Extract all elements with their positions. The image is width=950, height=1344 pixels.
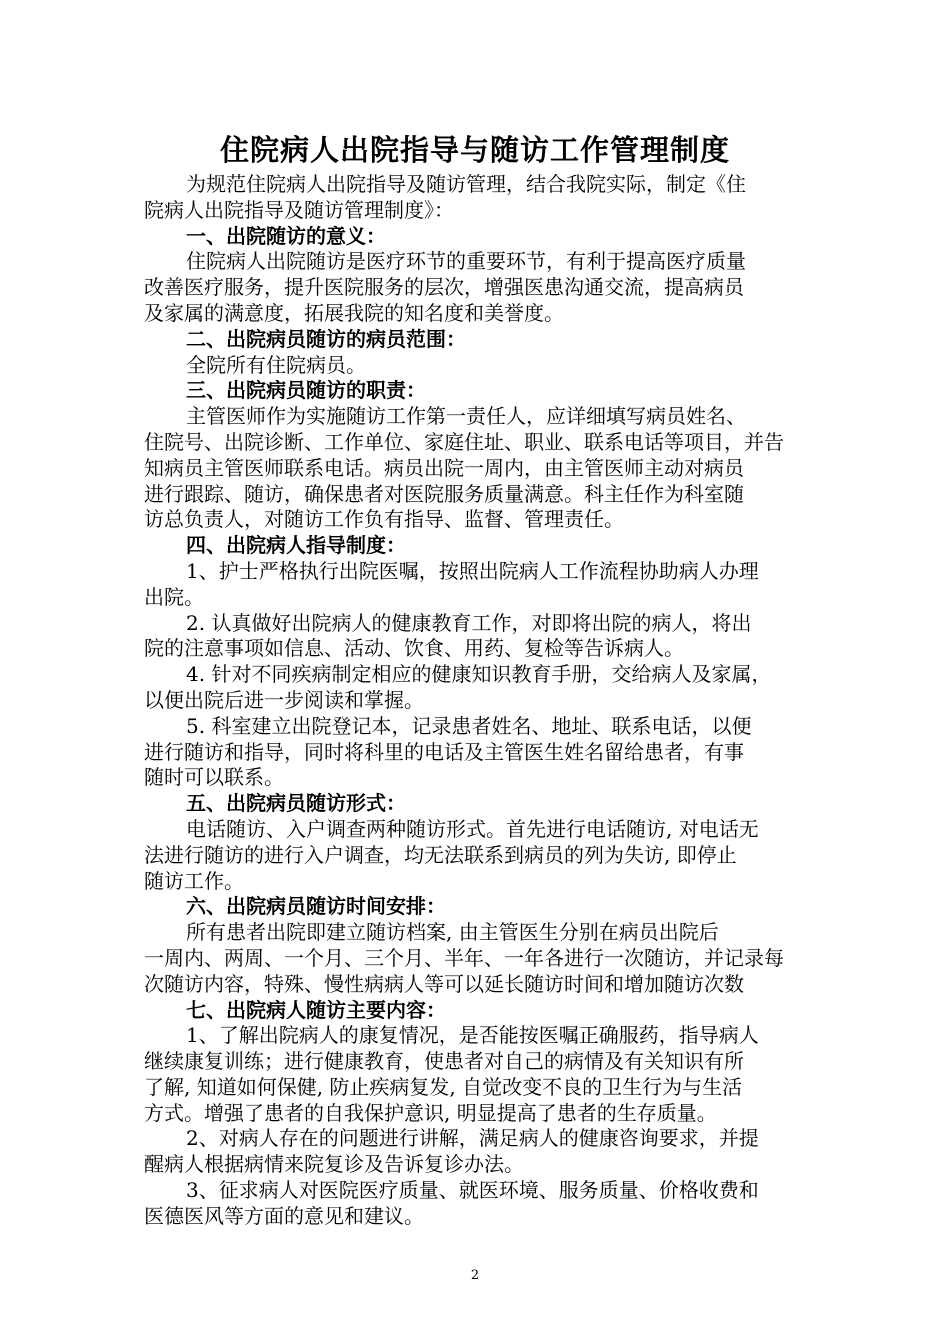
paragraph-line: 一周内、两周、一个月、三个月、半年、一年各进行一次随访，并记录每: [144, 945, 784, 970]
paragraph-line: 醒病人根据病情来院复诊及告诉复诊办法。: [144, 1152, 524, 1177]
paragraph-line: 了解, 知道如何保健, 防止疾病复发, 自觉改变不良的卫生行为与生活: [144, 1074, 743, 1099]
paragraph-line: 2. 认真做好出院病人的健康教育工作，对即将出院的病人，将出: [186, 610, 752, 635]
paragraph-line: 知病员主管医师联系电话。病员出院一周内，由主管医师主动对病员: [144, 455, 744, 480]
paragraph-line: 及家属的满意度，拓展我院的知名度和美誉度。: [144, 300, 564, 325]
paragraph-line: 次随访内容，特殊、慢性病病人等可以延长随访时间和增加随访次数: [144, 971, 744, 996]
paragraph-line: 改善医疗服务，提升医院服务的层次，增强医患沟通交流，提高病员: [144, 275, 744, 300]
paragraph-line: 随访工作。: [144, 868, 244, 893]
paragraph-line: 院病人出院指导及随访管理制度》：: [144, 197, 454, 222]
paragraph-line: 1、护士严格执行出院医嘱，按照出院病人工作流程协助病人办理: [186, 558, 759, 583]
paragraph-line: 1、了解出院病人的康复情况，是否能按医嘱正确服药，指导病人: [186, 1023, 759, 1048]
paragraph-line: 方式。增强了患者的自我保护意识, 明显提高了患者的生存质量。: [144, 1100, 717, 1125]
page-number: 2: [470, 1268, 480, 1283]
paragraph-line: 出院。: [144, 584, 204, 609]
paragraph-line: 2、对病人存在的问题进行讲解，满足病人的健康咨询要求，并提: [186, 1126, 759, 1151]
section-heading: 二、出院病员随访的病员范围：: [186, 326, 466, 351]
paragraph-line: 随时可以联系。: [144, 765, 284, 790]
paragraph-line: 以便出院后进一步阅读和掌握。: [144, 687, 424, 712]
paragraph-line: 医德医风等方面的意见和建议。: [144, 1203, 424, 1228]
paragraph-line: 5. 科室建立出院登记本，记录患者姓名、地址、联系电话，以便: [186, 713, 752, 738]
paragraph-line: 4. 针对不同疾病制定相应的健康知识教育手册，交给病人及家属，: [186, 662, 772, 687]
paragraph-line: 所有患者出院即建立随访档案, 由主管医生分别在病员出院后: [186, 920, 719, 945]
section-heading: 三、出院病员随访的职责：: [186, 378, 426, 403]
paragraph-line: 住院号、出院诊断、工作单位、家庭住址、职业、联系电话等项目，并告: [144, 429, 784, 454]
document-title: 住院病人出院指导与随访工作管理制度: [219, 133, 730, 167]
paragraph-line: 为规范住院病人出院指导及随访管理，结合我院实际，制定《住: [186, 172, 746, 196]
section-heading: 七、出院病人随访主要内容：: [186, 997, 446, 1022]
section-heading: 四、出院病人指导制度：: [186, 533, 406, 558]
paragraph-line: 3、征求病人对医院医疗质量、就医环境、服务质量、价格收费和: [186, 1178, 759, 1203]
paragraph-line: 法进行随访的进行入户调查，均无法联系到病员的列为失访, 即停止: [144, 842, 737, 867]
section-heading: 一、出院随访的意义：: [186, 223, 386, 248]
paragraph-line: 主管医师作为实施随访工作第一责任人，应详细填写病员姓名、: [186, 404, 746, 429]
paragraph-line: 全院所有住院病员。: [186, 352, 366, 377]
section-heading: 六、出院病员随访时间安排：: [186, 894, 446, 919]
paragraph-line: 访总负责人，对随访工作负有指导、监督、管理责任。: [144, 507, 624, 532]
paragraph-line: 继续康复训练；进行健康教育，使患者对自己的病情及有关知识有所: [144, 1049, 744, 1074]
document-body: [144, 172, 814, 1230]
paragraph-line: 进行随访和指导，同时将科里的电话及主管医生姓名留给患者，有事: [144, 739, 744, 764]
paragraph-line: 电话随访、入户调查两种随访形式。首先进行电话随访, 对电话无: [186, 816, 759, 841]
paragraph-line: 院的注意事项如信息、活动、饮食、用药、复检等告诉病人。: [144, 636, 684, 661]
paragraph-line: 住院病人出院随访是医疗环节的重要环节，有利于提高医疗质量: [186, 249, 746, 274]
section-heading: 五、出院病员随访形式：: [186, 791, 406, 816]
paragraph-line: 进行跟踪、随访，确保患者对医院服务质量满意。科主任作为科室随: [144, 481, 744, 506]
